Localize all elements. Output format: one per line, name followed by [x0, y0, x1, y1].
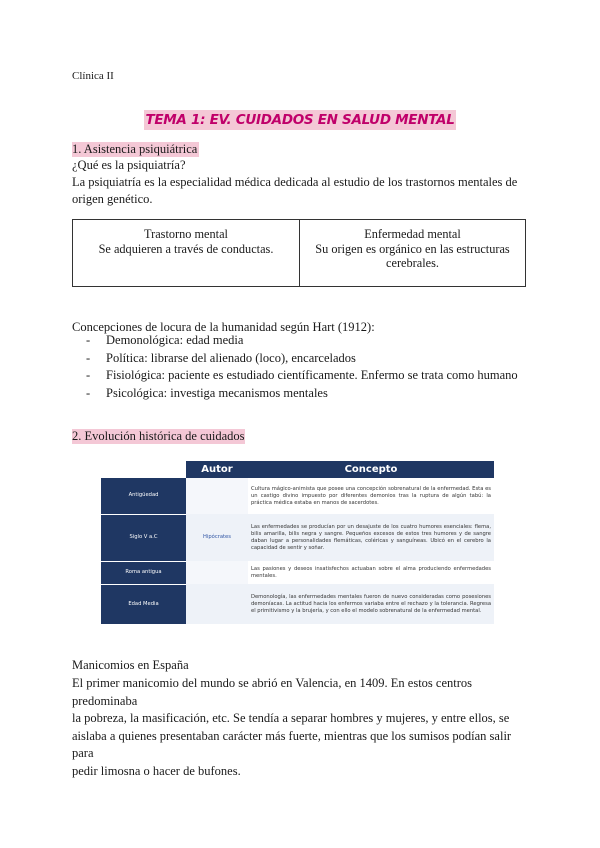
autor-cell [186, 584, 248, 624]
section2-heading: 2. Evolución histórica de cuidados [72, 429, 245, 443]
comparison-left-cell [73, 220, 299, 286]
concepto-cell: Demonología, las enfermedades mentales fueron de nuevo consideradas como posesiones demoníacas. La actitud hacia los enfermos variaba entre el rechazo y la tolerancia. Regresa el primitivismo y la brujería, y con ello el modelo sobrenatural de la enfermedad mental. [248, 584, 494, 624]
table-row [101, 561, 494, 584]
list-item: - Demonológica: edad media [86, 333, 244, 347]
paragraph-line: la pobreza, la masificación, etc. Se tendía a separar hombres y mujeres, y entre ellos, se [72, 711, 510, 725]
list-item: - Política: librarse del alienado (loco), encarcelados [86, 350, 356, 365]
autor-cell: Hipócrates [186, 514, 248, 561]
document-title: TEMA 1: EV. CUIDADOS EN SALUD MENTAL [145, 112, 455, 128]
manicomios-heading: Manicomios en España [72, 658, 189, 672]
table-row [101, 514, 494, 561]
comparison-right-cell [299, 220, 525, 286]
list-item: - Psicológica: investiga mecanismos mentales [86, 385, 328, 400]
history-header-autor: Autor [186, 461, 248, 478]
paragraph-line: pedir limosna o hacer de bufones. [72, 763, 241, 778]
course-header: Clínica II [72, 70, 114, 82]
concepts-list [86, 332, 518, 402]
autor-cell [186, 561, 248, 584]
concepto-cell: Las pasiones y deseos insatisfechos actuaban sobre el alma produciendo enfermedades mentales. [251, 565, 491, 579]
definition-line-2: origen genético. [72, 192, 153, 206]
list-item: - Fisiológica: paciente es estudiado científicamente. Enfermo se trata como humano [86, 368, 518, 382]
paragraph-line: aislaba a quienes presentaban carácter más fuerte, mientras que los sumisos podían salir para [72, 728, 512, 760]
concepto-cell: Cultura mágico-animista que posee una concepción sobrenatural de la enfermedad. Esta es un castigo divino impuesto por diferentes demonios tras la ruptura de algún tabú: la práctica médica estaba en manos de sacerdotes. [251, 485, 491, 506]
section1-heading: 1. Asistencia psiquiátrica [72, 142, 198, 156]
autor-cell [186, 478, 248, 514]
comparison-left-text: Se adquieren a través de conductas. [98, 241, 274, 256]
comparison-right-text-1: Su origen es orgánico en las estructuras [315, 241, 510, 256]
era-cell: Siglo V a.C [101, 514, 186, 561]
definition-line-1: La psiquiatría es la especialidad médica dedicada al estudio de los trastornos mentales de [72, 175, 518, 189]
comparison-left-title: Trastorno mental [144, 227, 228, 241]
table-row [101, 584, 494, 624]
comparison-right-text-2: cerebrales. [386, 256, 439, 270]
manicomios-paragraph [72, 675, 532, 780]
era-cell: Antigüedad [101, 478, 186, 514]
comparison-right-title: Enfermedad mental [364, 227, 461, 241]
paragraph-line: El primer manicomio del mundo se abrió en Valencia, en 1409. En estos centros predominaba [72, 676, 473, 708]
concepto-cell: Las enfermedades se producían por un desajuste de los cuatro humores esenciales: flema, bilis amarilla, bilis negra y sangre. Pequeños excesos de estos tres humores y de sangre daban lugar a personalidades flemáticas, coléricas y sanguíneas. Ubicó en el cerebro la capacidad de sentir y soñar. [248, 514, 494, 561]
era-cell: Roma antigua [101, 561, 186, 584]
table-row [101, 478, 494, 514]
history-header-blank [101, 461, 186, 478]
section1-question: ¿Qué es la psiquiatría? [72, 158, 186, 172]
concepts-intro: Concepciones de locura de la humanidad según Hart (1912): [72, 320, 375, 334]
history-table [101, 461, 494, 625]
history-header-concepto: Concepto [248, 461, 494, 478]
comparison-table [72, 219, 526, 287]
era-cell: Edad Media [101, 584, 186, 624]
